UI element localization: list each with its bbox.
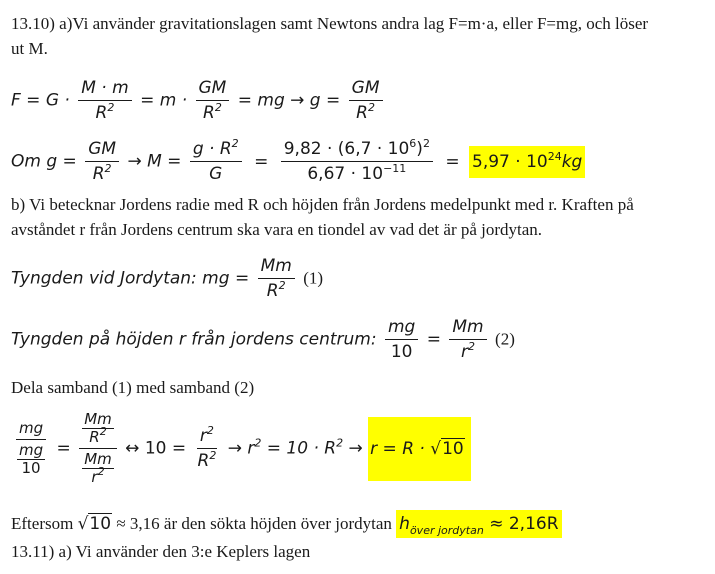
highlighted-mass-result: $5,97 \cdot 10^{24}kg$ [469, 146, 585, 178]
highlighted-height-result: $h_{över jordytan} \approx 2,16R$ [396, 510, 561, 538]
part-b-line-2: avståndet r från Jordens centrum ska vara en tiondel av vad det är på jordytan. [11, 220, 543, 239]
eq1-lhs: F = G · [11, 90, 70, 111]
heading-line-1: 13.10) a)Vi använder gravitationslagen samt Newtons andra lag F=m·a, eller F=mg, och löser [11, 14, 649, 33]
compound-fraction-left: mg mg 10 [14, 420, 48, 477]
conclusion-line: Eftersom √10 ≈ 3,16 är den sökta höjden över jordytan $h_{över jordytan} \approx 2,16R$ [11, 513, 562, 535]
equation-solve-m: Om g = $\frac{GM}{R^2}$ → M = $\frac{g \cdot R^2}{G}$ = $\frac{9,82 \cdot (6,7 \cdot 10^6)^2}{6,67 \cdot 10^{-11}}$ = $5,97 \cdot 10^{24}kg$ [11, 139, 585, 184]
highlighted-r-result: r = R · √10 [368, 417, 471, 481]
equation-divide-result: mg mg 10 = Mm $R^2$ Mm $r^2$ ↔ 10 = $\frac{r^2}{R^2}$ → $r^2 = 10 \cdot R^2 \to r = R \cdot √10$ [11, 411, 471, 486]
part-b-line-1: b) Vi betecknar Jordens radie med R och höjden från Jordens medelpunkt med r. Kraften på [11, 195, 634, 214]
eq2-arrow: → M = [127, 151, 182, 172]
fraction-mm-over-r2: $\frac{M \cdot m}{R^2}$ [78, 78, 131, 123]
heading-line-2: ut M. [11, 39, 48, 58]
eq3-tag: (1) [303, 268, 324, 288]
eq3-label: Tyngden vid Jordytan: mg = [11, 268, 250, 289]
compound-fraction-right: Mm $R^2$ Mm $r^2$ [79, 411, 117, 486]
equation-gravity-law [11, 78, 386, 123]
fraction-numeric-m: $\frac{9,82 \cdot (6,7 \cdot 10^6)^2}{6,67 \cdot 10^{-11}}$ [281, 139, 433, 184]
eq4-tag: (2) [495, 329, 515, 349]
fraction-g-result: $\frac{GM}{R^2}$ [349, 78, 383, 123]
footer-cut-line: 13.11) a) Vi använder den 3:e Keplers lagen [11, 542, 311, 561]
divide-instruction: Dela samband (1) med samband (2) [11, 378, 255, 397]
equation-weight-height: Tyngden på höjden r från jordens centrum: $\frac{mg}{10}$ = $\frac{Mm}{r^2}$ (2) [11, 317, 515, 362]
eq1-mid1: = m · [140, 90, 188, 111]
fraction-gm-over-r2: $\frac{GM}{R^2}$ [196, 78, 230, 123]
equation-weight-surface: Tyngden vid Jordytan: mg = $\frac{Mm}{R^2}$ (1) [11, 256, 324, 301]
eq1-mid2: = mg → g = [237, 90, 341, 111]
eq4-label: Tyngden på höjden r från jordens centrum: [11, 329, 377, 350]
eq2-lhs: Om g = [11, 151, 77, 172]
